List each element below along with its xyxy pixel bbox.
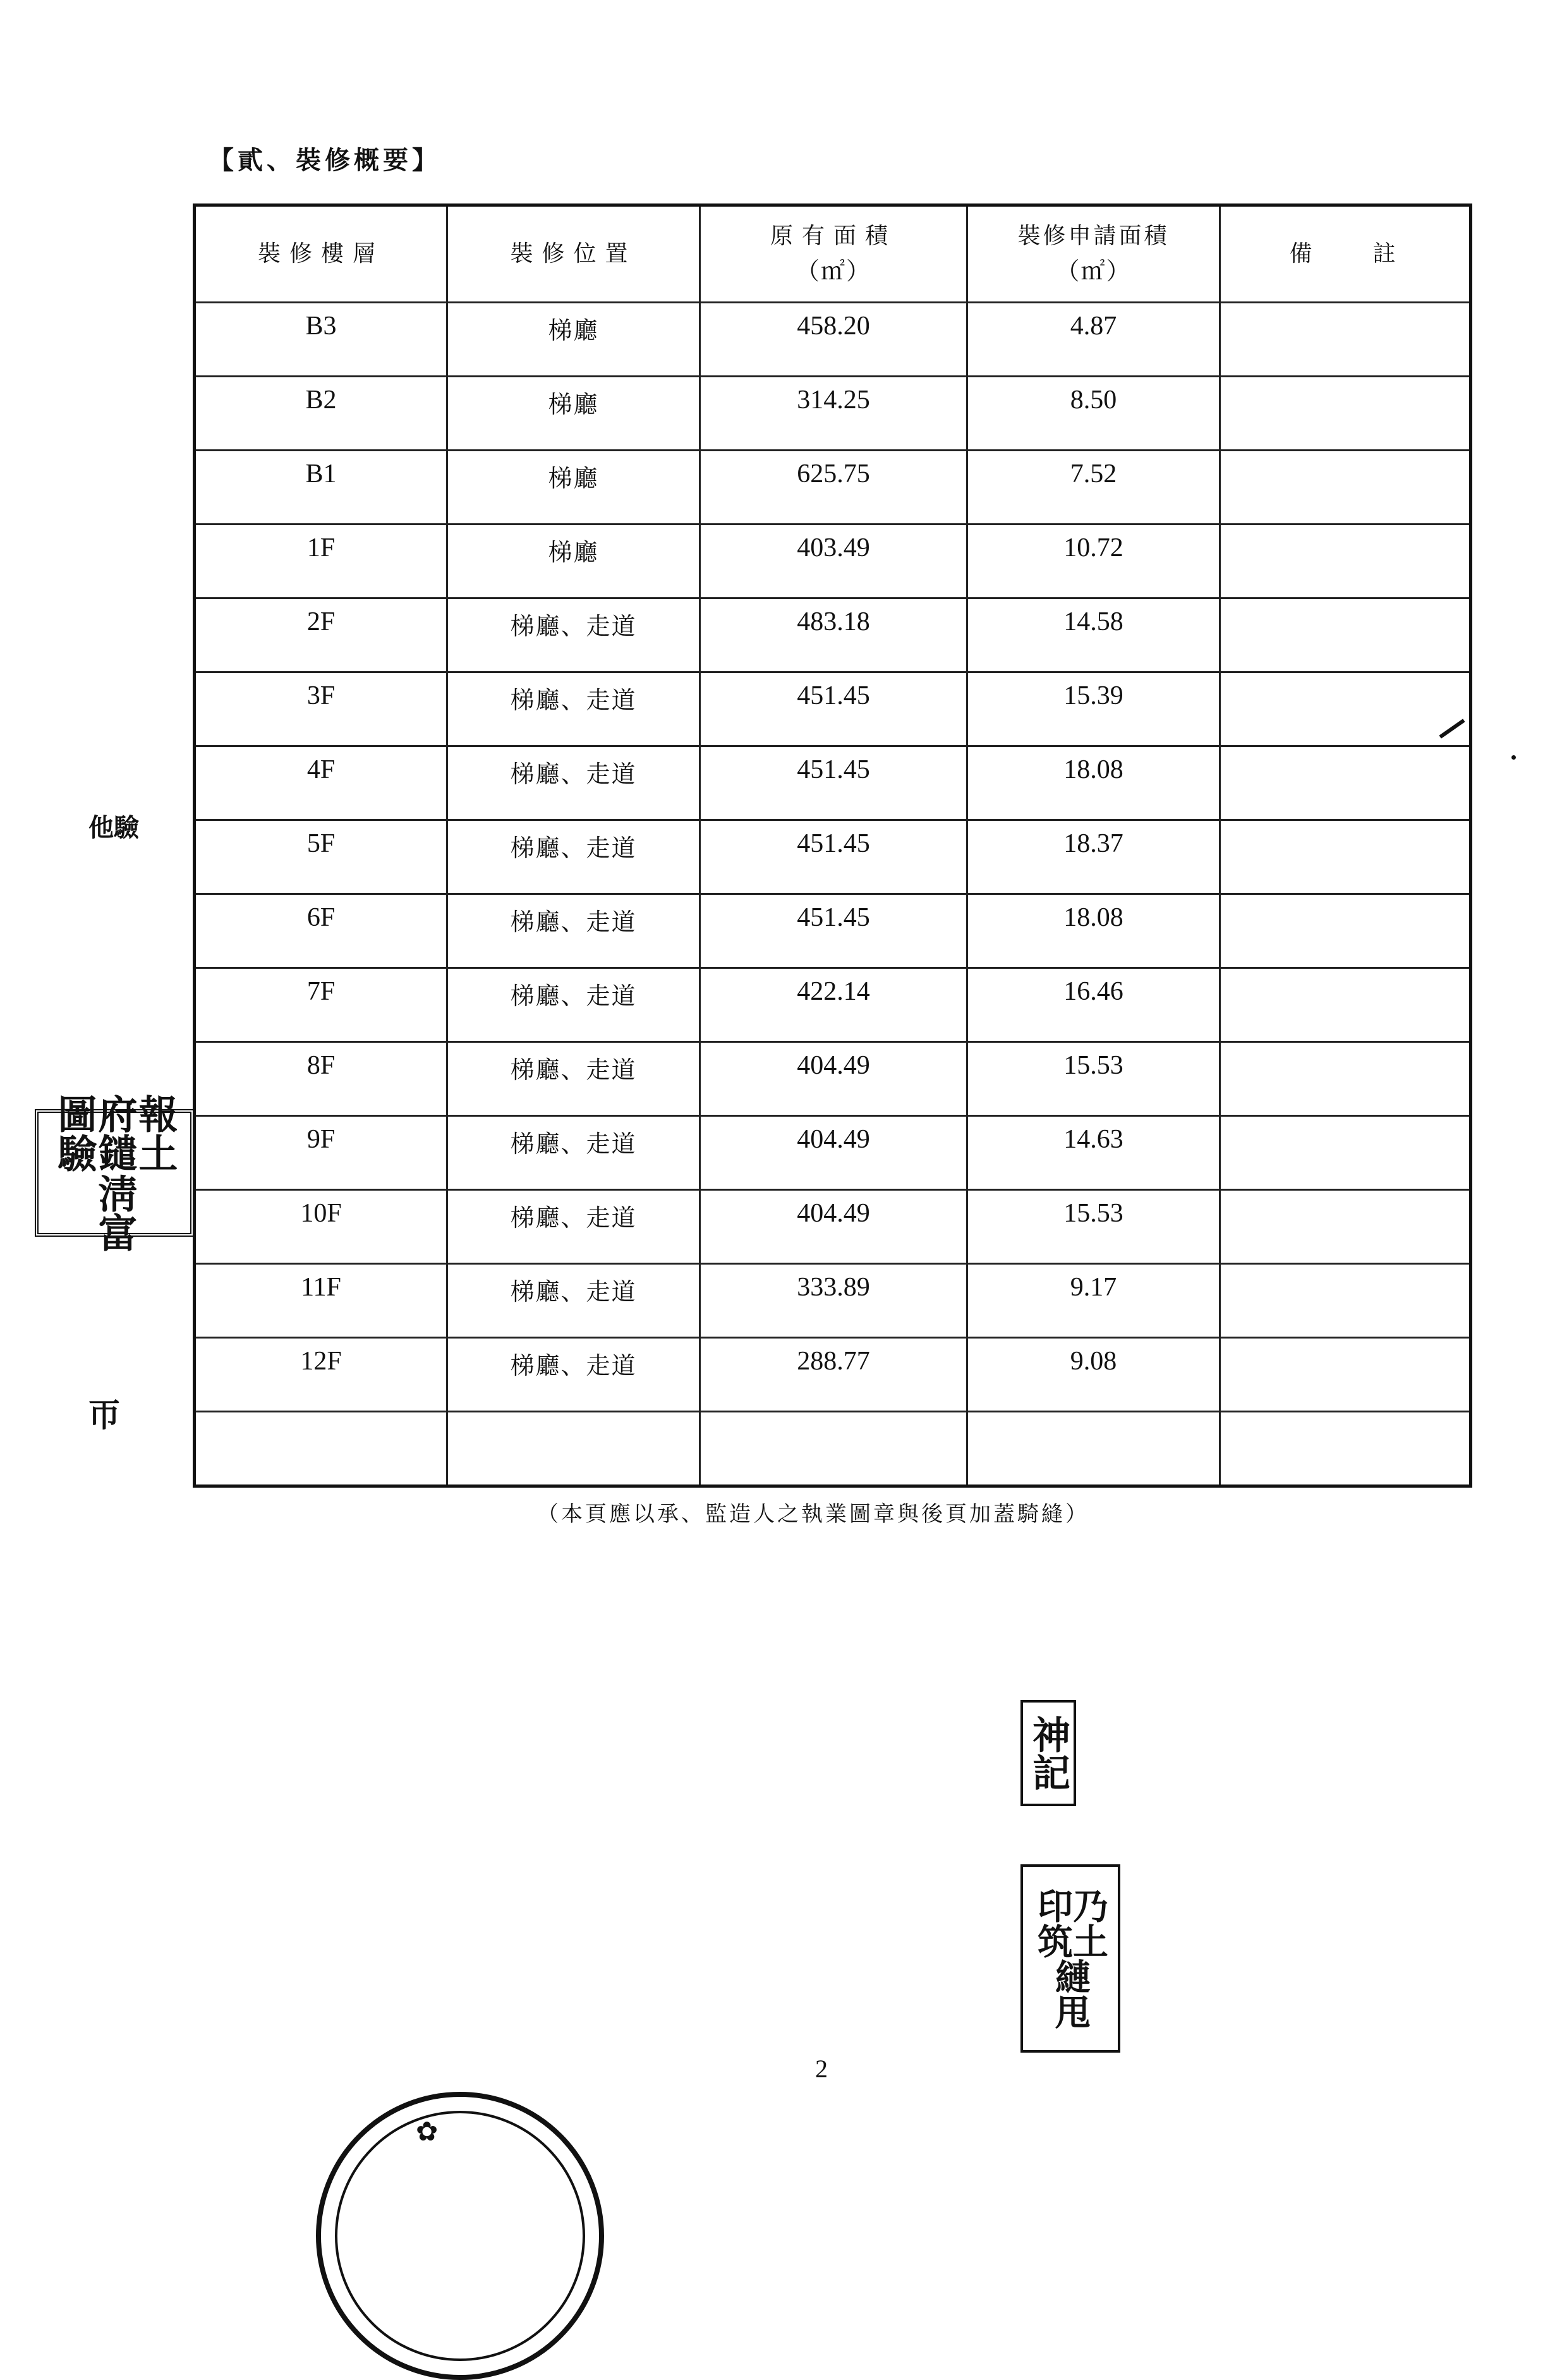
cell-location: 梯廳: [447, 451, 700, 525]
header-original-area-label: 原有面積: [770, 222, 897, 249]
cell-location: 梯廳: [447, 377, 700, 451]
cell-applied-area: [967, 1412, 1220, 1486]
cell-remarks: [1220, 1190, 1471, 1264]
cell-location: 梯廳、走道: [447, 894, 700, 968]
table-row: [195, 303, 1471, 377]
cell-location: 梯廳、走道: [447, 1264, 700, 1338]
cell-floor: 10F: [195, 1190, 447, 1264]
right-seal-large-col-2: 乃土: [1067, 1888, 1109, 1958]
cell-original-area: 404.49: [700, 1116, 967, 1190]
cell-floor: [195, 1412, 447, 1486]
cell-original-area: 451.45: [700, 672, 967, 746]
cell-applied-area: 7.52: [967, 451, 1220, 525]
cell-location: 梯廳: [447, 525, 700, 598]
cell-original-area: 288.77: [700, 1338, 967, 1412]
cell-remarks: [1220, 377, 1471, 451]
cell-applied-area: 14.58: [967, 598, 1220, 672]
left-seal-col-4: 淸富: [92, 1174, 138, 1252]
table-row: [195, 968, 1471, 1042]
cell-floor: 2F: [195, 598, 447, 672]
cell-applied-area: 18.08: [967, 894, 1220, 968]
cell-remarks: [1220, 525, 1471, 598]
table-header-row: [195, 205, 1471, 303]
table-row: [195, 820, 1471, 894]
right-seal-large-col-1: 印筑: [1032, 1888, 1074, 1958]
table-row: [195, 1116, 1471, 1190]
cell-applied-area: 18.08: [967, 746, 1220, 820]
cell-remarks: [1220, 894, 1471, 968]
table-row: [195, 1338, 1471, 1412]
margin-mark: 帀: [88, 1397, 120, 1434]
cell-original-area: 404.49: [700, 1042, 967, 1116]
header-location: 裝修位置: [447, 205, 700, 303]
cell-original-area: 625.75: [700, 451, 967, 525]
cell-remarks: [1220, 598, 1471, 672]
cell-original-area: 451.45: [700, 820, 967, 894]
table-row: [195, 1412, 1471, 1486]
cell-applied-area: 4.87: [967, 303, 1220, 377]
cell-location: 梯廳、走道: [447, 968, 700, 1042]
section-title: 【貳、裝修概要】: [209, 145, 441, 175]
cell-applied-area: 10.72: [967, 525, 1220, 598]
cell-floor: B3: [195, 303, 447, 377]
cell-floor: 12F: [195, 1338, 447, 1412]
cell-floor: 6F: [195, 894, 447, 968]
cell-floor: B1: [195, 451, 447, 525]
header-floor: 裝修樓層: [195, 205, 447, 303]
cell-floor: B2: [195, 377, 447, 451]
cell-remarks: [1220, 1338, 1471, 1412]
cell-applied-area: 15.53: [967, 1190, 1220, 1264]
cell-original-area: 404.49: [700, 1190, 967, 1264]
header-original-area: [700, 205, 967, 303]
cell-original-area: 458.20: [700, 303, 967, 377]
header-applied-area: [967, 205, 1220, 303]
table-row: [195, 1190, 1471, 1264]
cell-remarks: [1220, 1264, 1471, 1338]
footnote: （本頁應以承、監造人之執業圖章與後頁加蓋騎縫）: [537, 1502, 1089, 1527]
cell-remarks: [1220, 303, 1471, 377]
cell-applied-area: 16.46: [967, 968, 1220, 1042]
cell-floor: 11F: [195, 1264, 447, 1338]
cell-location: 梯廳、走道: [447, 1042, 700, 1116]
cell-remarks: [1220, 672, 1471, 746]
cell-applied-area: 18.37: [967, 820, 1220, 894]
right-seal-small-text: 神記: [1026, 1715, 1070, 1791]
cell-location: 梯廳、走道: [447, 1338, 700, 1412]
round-office-stamp: [316, 2092, 604, 2380]
cell-applied-area: 9.08: [967, 1338, 1220, 1412]
cell-applied-area: 9.17: [967, 1264, 1220, 1338]
cell-original-area: [700, 1412, 967, 1486]
cell-applied-area: 15.53: [967, 1042, 1220, 1116]
cell-location: 梯廳: [447, 303, 700, 377]
cell-remarks: [1220, 451, 1471, 525]
cell-remarks: [1220, 1116, 1471, 1190]
cell-applied-area: 14.63: [967, 1116, 1220, 1190]
table-row: [195, 894, 1471, 968]
cell-original-area: 333.89: [700, 1264, 967, 1338]
header-original-area-unit: （㎡）: [795, 257, 871, 285]
cell-floor: 3F: [195, 672, 447, 746]
cell-original-area: 483.18: [700, 598, 967, 672]
right-seal-large-col-3: 縺甩: [1050, 1958, 1091, 2029]
cell-location: 梯廳、走道: [447, 1190, 700, 1264]
cell-location: 梯廳、走道: [447, 746, 700, 820]
table-body: [195, 303, 1471, 1486]
right-seal-small: [1020, 1700, 1076, 1806]
cell-original-area: 451.45: [700, 746, 967, 820]
cell-floor: 7F: [195, 968, 447, 1042]
cell-remarks: [1220, 1042, 1471, 1116]
cell-floor: 5F: [195, 820, 447, 894]
left-seal-stamp: [35, 1094, 194, 1252]
left-seal-col-2: 府鑓: [92, 1094, 138, 1172]
cell-original-area: 403.49: [700, 525, 967, 598]
table-row: [195, 746, 1471, 820]
cell-original-area: 422.14: [700, 968, 967, 1042]
ink-dot: [1511, 755, 1516, 760]
renovation-summary-table: [193, 203, 1469, 1464]
cell-location: 梯廳、走道: [447, 598, 700, 672]
table-row: [195, 1264, 1471, 1338]
header-applied-area-unit: （㎡）: [1055, 257, 1132, 285]
header-remarks: 備 註: [1220, 205, 1471, 303]
cell-location: 梯廳、走道: [447, 1116, 700, 1190]
table-row: [195, 525, 1471, 598]
plum-flower-icon: ✿: [416, 2116, 439, 2147]
page-number: 2: [815, 2055, 828, 2083]
cell-applied-area: 15.39: [967, 672, 1220, 746]
margin-mark: 他驗: [88, 813, 139, 842]
cell-remarks: [1220, 820, 1471, 894]
cell-applied-area: 8.50: [967, 377, 1220, 451]
cell-remarks: [1220, 1412, 1471, 1486]
cell-remarks: [1220, 746, 1471, 820]
cell-floor: 4F: [195, 746, 447, 820]
left-seal-col-1: 圖驗: [51, 1094, 97, 1172]
table-row: [195, 451, 1471, 525]
cell-original-area: 314.25: [700, 377, 967, 451]
cell-location: 梯廳、走道: [447, 672, 700, 746]
table-row: [195, 672, 1471, 746]
right-seal-large: [1020, 1864, 1120, 2053]
cell-floor: 9F: [195, 1116, 447, 1190]
header-applied-area-label: 裝修申請面積: [1017, 222, 1170, 249]
cell-location: 梯廳、走道: [447, 820, 700, 894]
cell-original-area: 451.45: [700, 894, 967, 968]
table-row: [195, 598, 1471, 672]
cell-floor: 1F: [195, 525, 447, 598]
cell-floor: 8F: [195, 1042, 447, 1116]
cell-location: [447, 1412, 700, 1486]
table-row: [195, 377, 1471, 451]
left-seal-col-3: 報土: [132, 1094, 178, 1172]
cell-remarks: [1220, 968, 1471, 1042]
table-row: [195, 1042, 1471, 1116]
